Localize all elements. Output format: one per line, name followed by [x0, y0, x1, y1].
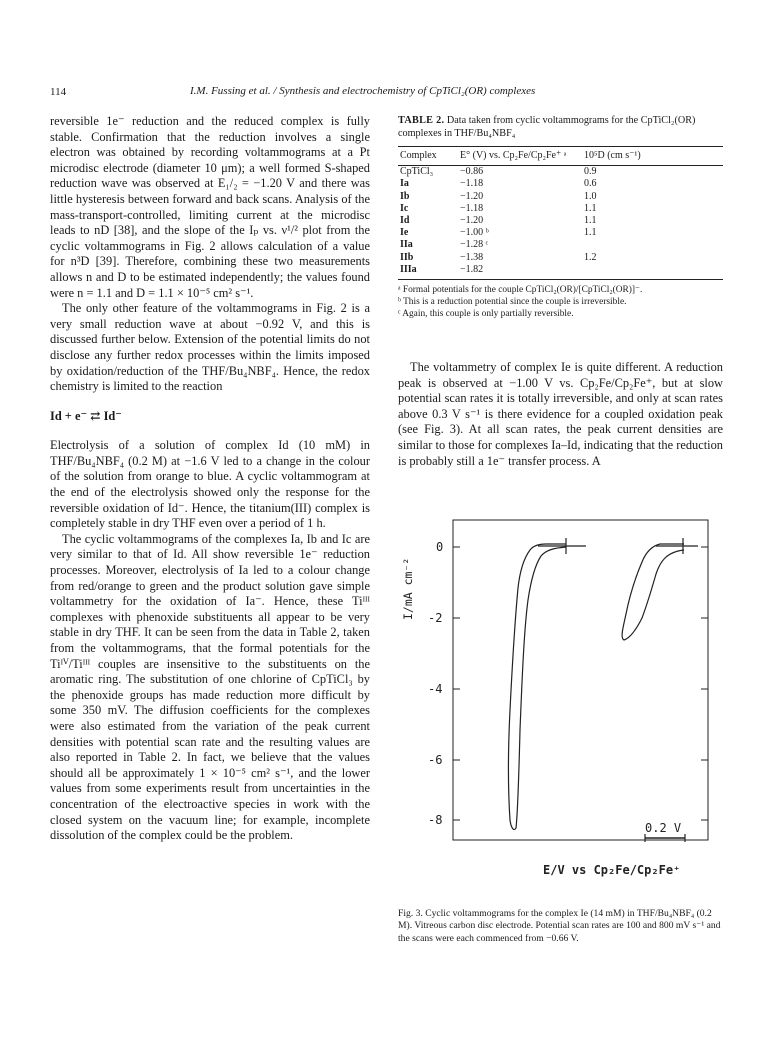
paragraph: The voltammetry of complex Ie is quite different. A reduction peak is observed at −1.00 V vs. Cp₂Fe/Cp₂Fe⁺, but at slow potential scan rates it is totally irreversible, and only at scan rates above 0.3 V s⁻¹ is there evidence for a coupled oxidation peak (see Fig. 3). At all scan rates, the peak current densities are similar to those for complexes Ia–Id, indicating that the reduction is probably still a 1e⁻ transfer process. A [398, 360, 723, 468]
footnote: ᵃ Formal potentials for the couple CpTiCl₂(OR)/[CpTiCl₂(OR)]⁻. [398, 285, 643, 296]
table-row [398, 215, 723, 227]
table-cell: −1.00 ᵇ [460, 227, 489, 239]
column-header: 10⁵D (cm s⁻¹) [582, 147, 723, 166]
table-cell [582, 264, 723, 280]
table-cell: 1.0 [584, 190, 597, 202]
table-caption-text: Data taken from cyclic voltammograms for the CpTiCl₂(OR) complexes in THF/Bu₄NBF₄ [398, 115, 696, 139]
table-cell: IIIa [398, 264, 458, 280]
table-cell: −1.20 [460, 215, 484, 227]
y-tick-labels [428, 540, 443, 827]
table-cell: −1.28 ᶜ [460, 239, 489, 251]
reaction-equation: Id + e⁻ ⇄ Id⁻ [50, 408, 122, 423]
y-tick-label: 0 [436, 540, 444, 554]
table-cell: 1.2 [584, 251, 597, 263]
plot-frame [453, 520, 708, 840]
scale-bar-label: 0.2 V [645, 821, 682, 835]
table-row [398, 252, 723, 264]
y-ticks [453, 547, 708, 820]
table-cell: −1.38 [460, 251, 484, 263]
table-caption-label: TABLE 2. [398, 115, 445, 126]
table-row [398, 166, 723, 179]
voltammogram-plot [398, 510, 728, 890]
column-header: E° (V) vs. Cp₂Fe/Cp₂Fe⁺ ᵃ [458, 147, 582, 166]
table-row [398, 203, 723, 215]
table-caption [398, 114, 723, 140]
voltammogram-curve-100mV [509, 544, 567, 830]
table-cell: 1.1 [584, 202, 597, 214]
table-row [398, 239, 723, 251]
voltammogram-curve-800mV [622, 544, 684, 640]
table-row [398, 178, 723, 190]
figure-3 [398, 510, 728, 890]
y-axis-label: I/mA cm⁻² [401, 557, 415, 620]
table-cell: CpTiCl₃ [400, 166, 434, 178]
paragraph: The only other feature of the voltammograms in Fig. 2 is a very small reduction wave at about −0.92 V, and this is discussed further below. Extension of the potential limits do not disclose any further redox processes within the limits imposed by oxidation/reduction of the THF/Bu₄NBF₄. Hence, the redox chemistry is limited to the reaction [50, 301, 370, 394]
table-cell [582, 239, 723, 251]
x-axis-label: E/V vs Cp₂Fe/Cp₂Fe⁺ [543, 863, 681, 877]
table-cell: −1.18 [460, 202, 484, 214]
table-cell: 0.6 [584, 178, 597, 190]
table-cell: 0.9 [584, 166, 597, 178]
table-row [398, 227, 723, 239]
table-cell: −0.86 [460, 166, 484, 178]
table-cell: Ia [400, 178, 409, 190]
table-cell: IIa [400, 239, 413, 251]
page-number: 114 [50, 86, 67, 98]
paragraph: The cyclic voltammograms of the complexes Ia, Ib and Ic are very similar to that of Id. All show reversible 1e⁻ reduction processes. Moreover, electrolysis of Ia led to a colour change from red/orange to green and the product solution gave simple voltammetry for the oxidation of Ia⁻. Hence, these Tiᴵᴵᴵ complexes with phenoxide substituents all appear to be very stable in dry THF. It can be seen from the data in Table 2, taken from the voltammograms, that the formal potentials for the Tiᴵⱽ/Tiᴵᴵᴵ couples are insensitive to the substituents on the aromatic ring. The substitution of one chlorine of CpTiCl₃ by the phenoxide groups has made reduction more difficult by some 350 mV. The diffusion coefficients for the complexes were also estimated from the variation of the peak current densities with potential scan rate and the resulting values are also reported in Table 2. In fact, we believe that the values should all be approximately 1 × 10⁻⁵ cm² s⁻¹, and the lower values from some experiments result from uncertainties in the concentration of the electroactive species in work with the closed system on the vacuum line; for example, incomplete dissolution of the complex could be the problem. [50, 531, 370, 843]
table-row [398, 264, 723, 280]
column-header: Complex [398, 147, 458, 166]
table-cell: IIb [400, 251, 414, 263]
table-row [398, 191, 723, 203]
left-column [50, 114, 370, 844]
data-table [398, 146, 723, 280]
running-head: I.M. Fussing et al. / Synthesis and electrochemistry of CpTiCl₂(OR) complexes [190, 85, 536, 97]
y-tick-label: -4 [428, 682, 443, 696]
table-cell: 1.1 [584, 215, 597, 227]
footnote: ᶜ Again, this couple is only partially reversible. [398, 309, 574, 320]
table-header-row [398, 147, 723, 166]
figure-caption: Fig. 3. Cyclic voltammograms for the complex Ie (14 mM) in THF/Bu₄NBF₄ (0.2 M). Vitreous carbon disc electrode. Potential scan rates are 100 and 800 mV s⁻¹ and the scans were each commenced from −0.66 V. [398, 908, 721, 944]
table-cell: Id [400, 215, 410, 227]
table-footnotes [398, 284, 723, 320]
paragraph: reversible 1e⁻ reduction and the reduced complex is fully stable. Confirmation that the reduction involves a single electron was obtained by recording voltammograms at a Pt microdisc electrode (diameter 10 μm); a well formed S-shaped reduction wave was observed at E₁/₂ = −1.20 V and there was little hysteresis between forward and back scans. Analysis of the mass-transport-controlled, limiting current at the microdisc leads to nD [38], and the slope of the Iₚ vs. ν¹/² plot from the cyclic voltammograms in Fig. 2 allows calculation of a value for n³D [39]. Therefore, combining these two measurements allows n and D to be estimated independently; the values found were n = 1.1 and D = 1.1 × 10⁻⁵ cm² s⁻¹. [50, 114, 370, 300]
y-tick-label: -8 [428, 813, 443, 827]
table-2-block [398, 114, 723, 320]
paragraph: Electrolysis of a solution of complex Id (10 mM) in THF/Bu₄NBF₄ (0.2 M) at −1.6 V led to a change in the colour of the solution from orange to blue. A cyclic voltammogram at the end of the electrolysis showed only the response for the reversible oxidation of Id⁻. Hence, the titanium(III) complex is completely stable in dry THF even over a period of 1 h. [50, 438, 370, 531]
table-cell: −1.20 [460, 190, 484, 202]
table-cell: −1.18 [460, 178, 484, 190]
y-tick-label: -6 [428, 753, 443, 767]
y-tick-label: -2 [428, 611, 443, 625]
table-cell: −1.82 [458, 264, 582, 280]
footnote: ᵇ This is a reduction potential since the couple is irreversible. [398, 297, 627, 308]
table-cell: 1.1 [584, 227, 597, 239]
right-column-text [398, 360, 723, 469]
table-cell: Ib [400, 190, 410, 202]
table-cell: Ic [400, 202, 409, 214]
table-cell: Ie [400, 227, 409, 239]
